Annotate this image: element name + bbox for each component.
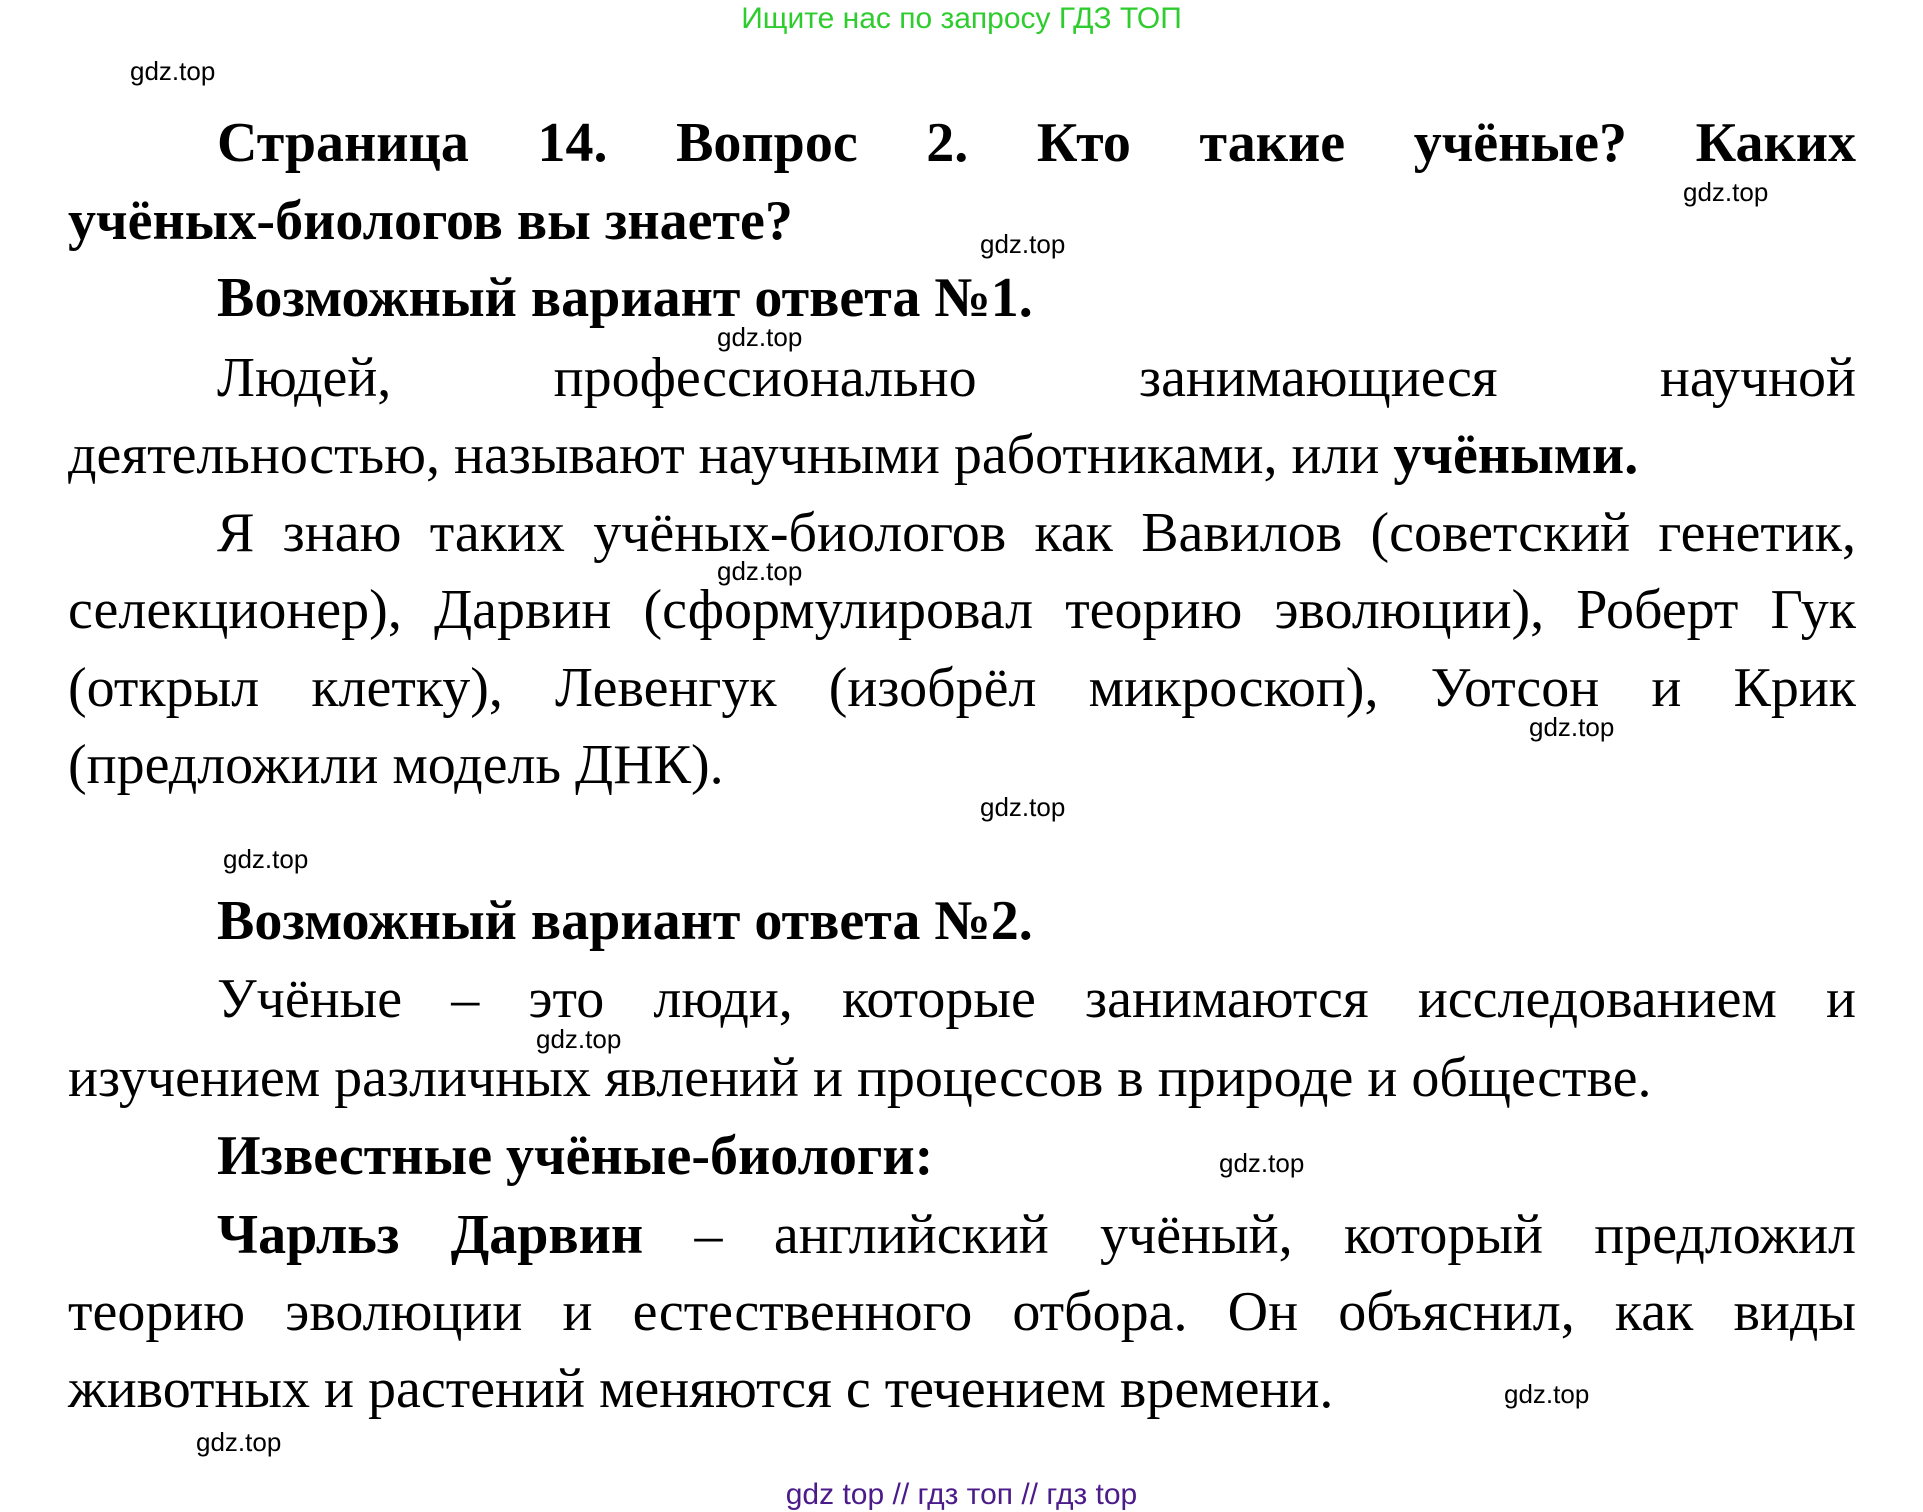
answer2-text: Учёные – это люди, которые занимаются исследованием и: [217, 968, 1856, 1030]
darwin-text: теорию эволюции и естественного отбора. Он объяснил, как виды: [68, 1281, 1856, 1343]
watermark: gdz.top: [196, 1427, 282, 1457]
darwin-name: Чарльз Дарвин: [217, 1204, 644, 1266]
watermark: gdz.top: [717, 556, 803, 586]
watermark: gdz.top: [980, 229, 1066, 259]
darwin-text: животных и растений меняются с течением времени.: [68, 1358, 1334, 1420]
question-title-line2: учёных-биологов вы знаете?: [68, 190, 793, 252]
answer1-text: (открыл клетку), Левенгук (изобрёл микроскоп), Уотсон и Крик: [68, 657, 1856, 719]
darwin-text: [217, 1204, 1856, 1266]
answer2-heading: Возможный вариант ответа №2.: [217, 890, 1033, 952]
text-segment: – английский учёный, который предложил: [643, 1204, 1856, 1266]
watermark: gdz.top: [980, 792, 1066, 822]
watermark: gdz.top: [223, 844, 309, 874]
answer1-heading: Возможный вариант ответа №1.: [217, 267, 1033, 329]
watermark: gdz.top: [1683, 177, 1769, 207]
answer1-text: (предложили модель ДНК).: [68, 734, 724, 796]
watermark: gdz.top: [1529, 712, 1615, 742]
question-title-line1: Страница 14. Вопрос 2. Кто такие учёные? Каких: [217, 112, 1856, 174]
bold-term: учёными.: [1393, 424, 1639, 486]
footer-watermark: gdz top // гдз топ // гдз top: [785, 1478, 1138, 1511]
watermark: gdz.top: [536, 1024, 622, 1054]
search-banner: Ищите нас по запросу ГДЗ ТОП: [741, 2, 1182, 35]
text-segment: деятельностью, называют научными работниками, или: [68, 424, 1394, 486]
answer1-text: Людей, профессионально занимающиеся научной: [217, 347, 1856, 409]
answer1-text: селекционер), Дарвин (сформулировал теорию эволюции), Роберт Гук: [68, 579, 1856, 641]
watermark: gdz.top: [717, 322, 803, 352]
watermark: gdz.top: [1504, 1379, 1590, 1409]
watermark: gdz.top: [130, 56, 216, 86]
scientists-subheading: Известные учёные-биологи:: [217, 1125, 934, 1187]
answer1-text: Я знаю таких учёных-биологов как Вавилов (советский генетик,: [217, 502, 1856, 564]
watermark: gdz.top: [1219, 1148, 1305, 1178]
answer1-text: [68, 424, 1639, 486]
answer2-text: изучением различных явлений и процессов в природе и обществе.: [68, 1047, 1652, 1109]
